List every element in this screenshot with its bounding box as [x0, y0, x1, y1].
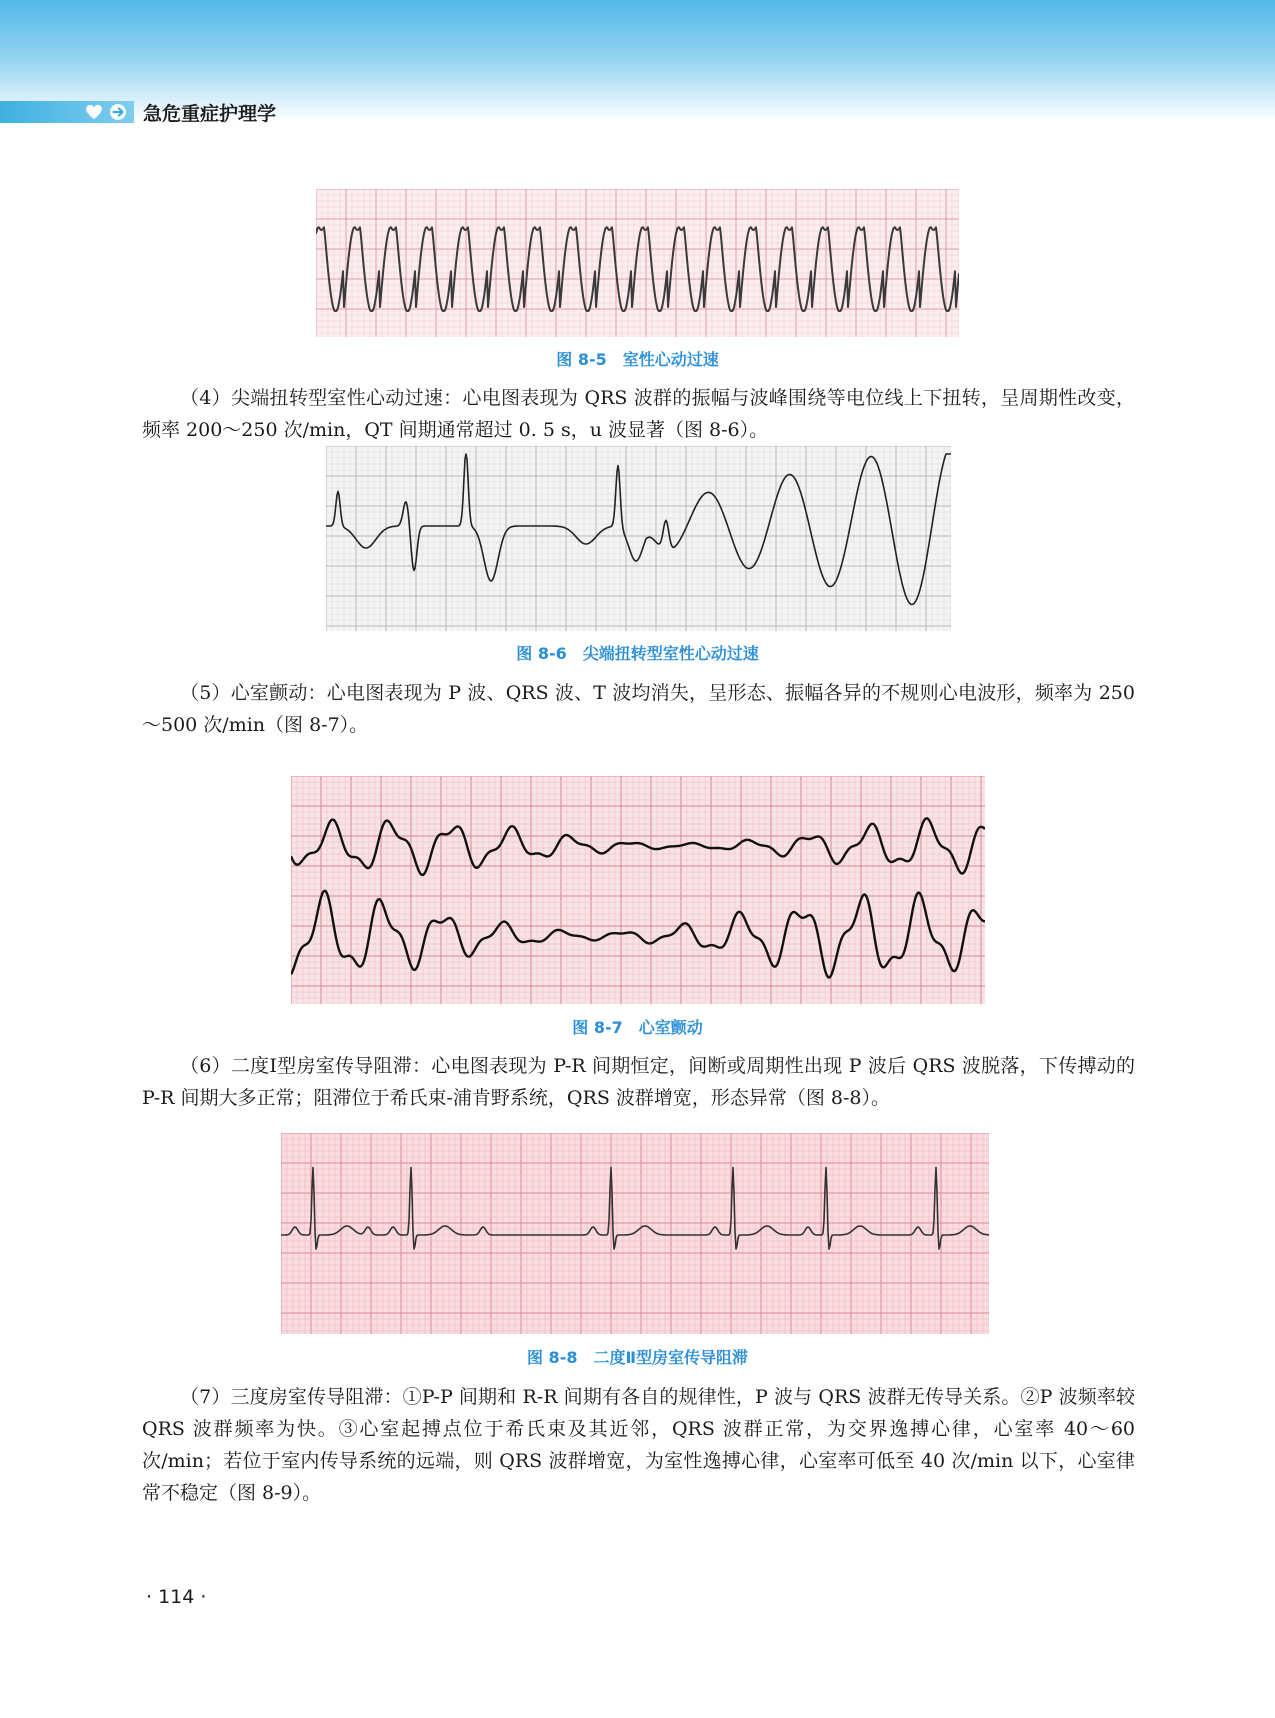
ecg-figure-8-8	[281, 1133, 989, 1334]
figure-caption-8-6: 图 8-6 尖端扭转型室性心动过速	[516, 644, 759, 663]
paragraph-av-block-3: （7）三度房室传导阻滞：①P-P 间期和 R-R 间期有各自的规律性，P 波与 QRS 波群无传导关系。②P 波频率较 QRS 波群频率为快。③心室起搏点位于希氏束及其近邻，QRS 波群正常，为交界逸搏心律，心室率 40～60 次/min；若位于室内传导系统的远端，则 QRS 波群增宽，为室性逸搏心律，心室率可低至 40 次/min 以下，心室律常不稳定（图 8-9）。	[142, 1386, 1135, 1504]
heart-icon	[86, 105, 102, 119]
arrow-right-circle-icon	[110, 104, 126, 120]
figure-caption-8-7: 图 8-7 心室颤动	[572, 1018, 703, 1037]
header-icons	[84, 103, 136, 121]
paragraph-torsades: （4）尖端扭转型室性心动过速：心电图表现为 QRS 波群的振幅与波峰围绕等电位线上下扭转，呈周期性改变，频率 200～250 次/min，QT 间期通常超过 0. 5 s，u 波显著（图 8-6）。	[142, 387, 1135, 441]
book-title: 急危重症护理学	[143, 103, 277, 125]
paragraph-av-block-2: （6）二度Ⅰ型房室传导阻滞：心电图表现为 P-R 间期恒定，间断或周期性出现 P 波后 QRS 波脱落，下传搏动的 P-R 间期大多正常；阻滞位于希氏束-浦肯野系统，QRS 波群增宽，形态异常（图 8-8）。	[142, 1055, 1135, 1109]
ecg-figure-8-5	[316, 189, 959, 337]
ecg-grid-background	[326, 446, 951, 631]
page-number: · 114 ·	[146, 1586, 207, 1608]
ecg-trace-torsades	[326, 446, 951, 631]
ecg-trace-av-block	[281, 1133, 989, 1334]
figure-caption-8-5: 图 8-5 室性心动过速	[556, 350, 719, 369]
figure-caption-8-8: 图 8-8 二度Ⅱ型房室传导阻滞	[526, 1348, 749, 1367]
paragraph-vfib: （5）心室颤动：心电图表现为 P 波、QRS 波、T 波均消失，呈形态、振幅各异的不规则心电波形，频率为 250～500 次/min（图 8-7）。	[142, 682, 1135, 736]
ecg-trace-ventricular-fibrillation	[291, 776, 985, 1004]
ecg-trace-ventricular-tachycardia	[316, 189, 959, 337]
ecg-figure-8-7	[291, 776, 985, 1004]
ecg-figure-8-6	[326, 446, 951, 631]
